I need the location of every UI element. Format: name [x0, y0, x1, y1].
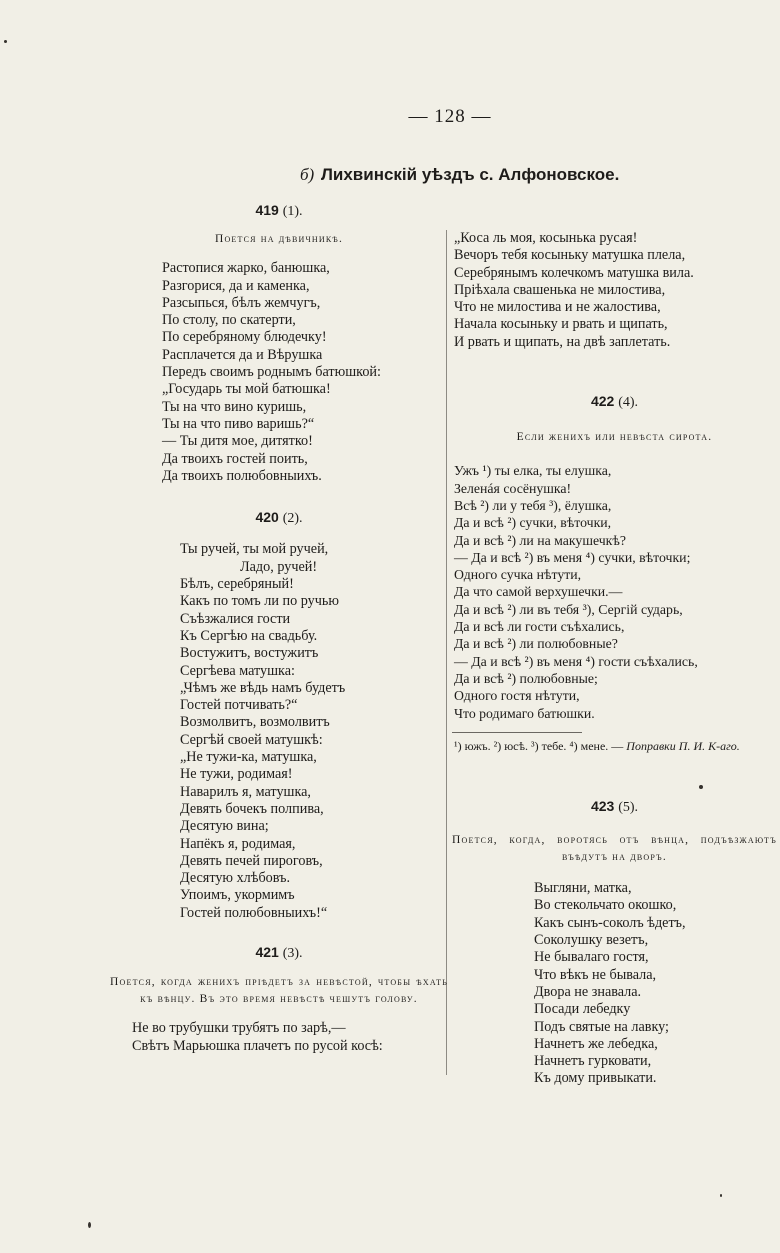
- verse-line: Вечоръ тебя косыньку матушка плела,: [454, 247, 686, 264]
- song-423-verse: [452, 880, 777, 1088]
- verse-line: Съѣзжалися гости: [180, 610, 291, 627]
- verse-line: — Да и всѣ ²) въ меня ⁴) сучки, вѣточки;: [454, 549, 691, 565]
- verse-line: Десятую хлѣбовъ.: [180, 870, 290, 887]
- verse-line: Что родимаго батюшки.: [454, 705, 595, 721]
- song-421-verse-left: [110, 1020, 448, 1055]
- verse-line: Посади лебедку: [534, 1001, 631, 1018]
- verse-line: Да и всѣ ²) ли на макушечкѣ?: [454, 532, 626, 548]
- song-number-paren: (5).: [618, 799, 639, 815]
- song-420-number: [110, 509, 448, 527]
- song-420-verse: [110, 541, 448, 922]
- song-number-value: 423: [590, 797, 615, 814]
- verse-line: И рвать и щипать, на двѣ заплетать.: [454, 333, 671, 350]
- verse-line: Разсыпься, бѣлъ жемчугъ,: [162, 294, 321, 311]
- verse-line: Начнетъ гурковати,: [534, 1053, 652, 1070]
- verse-line: Гостей полюбовныихъ!“: [180, 904, 328, 921]
- verse-line: Соколушку везетъ,: [534, 932, 649, 949]
- verse-line: Ты ручей, ты мой ручей,: [180, 541, 329, 558]
- song-number-value: 419: [255, 202, 279, 218]
- verse-line: Къ дому привыкати.: [534, 1070, 657, 1087]
- verse-line: „Коса ль моя, косынька русая!: [454, 230, 638, 246]
- verse-line: Возмолвитъ, возмолвитъ: [180, 714, 330, 731]
- verse-line: Что не милостива и не жалостива,: [454, 299, 661, 316]
- song-423-occasion: Поется, когда, воротясь отъ вѣнца, подъѣзжаютъ въѣдутъ на дворъ.: [452, 834, 777, 864]
- left-column: [110, 202, 448, 1055]
- verse-line: Гостей потчивать?“: [180, 697, 298, 714]
- page-number: — 128 —: [408, 106, 492, 127]
- song-number-paren: (3).: [282, 945, 303, 961]
- song-419-verse: [110, 260, 448, 485]
- verse-line: Упоимъ, укормимъ: [180, 887, 295, 904]
- verse-line: Не тужи, родимая!: [180, 766, 293, 783]
- verse-line: Передъ своимъ роднымъ батюшкой:: [162, 364, 381, 381]
- song-number-paren: (4).: [618, 395, 639, 411]
- verse-line: Зеленáя сосёнушка!: [454, 480, 572, 496]
- verse-line: Бѣлъ, серебряный!: [180, 576, 294, 593]
- verse-line: Разгорися, да и каменка,: [162, 277, 310, 294]
- verse-line: Одного гостя нѣтути,: [454, 688, 580, 704]
- verse-line: Пріѣхала свашенька не милостива,: [454, 281, 666, 298]
- song-422-occasion: Если женихъ или невѣста сирота.: [516, 431, 713, 444]
- song-419-occasion: Поется на дѣвичникѣ.: [214, 233, 344, 246]
- verse-line: Какъ по томъ ли по ручью: [180, 593, 339, 610]
- verse-line: Ты на что вино куришь,: [162, 398, 307, 415]
- verse-line: Да и всѣ ²) ли полюбовные?: [454, 636, 618, 652]
- song-422-number: [452, 393, 777, 411]
- footnote-attribution: Поправки П. И. К-аго.: [626, 738, 740, 753]
- verse-line: — Ты дитя мое, дитятко!: [162, 433, 313, 450]
- verse-line: Одного сучка нѣтути,: [454, 567, 582, 583]
- ink-speck: [699, 785, 703, 789]
- verse-line: Востужитъ, востужитъ: [180, 645, 319, 662]
- song-number-paren: (1).: [282, 204, 303, 219]
- song-number-paren: (2).: [282, 511, 303, 527]
- verse-line: Да и всѣ ²) полюбовные;: [454, 670, 598, 686]
- verse-line: Растопися жарко, банюшка,: [162, 260, 330, 277]
- verse-line: Какъ сынъ-соколъ ѣдетъ,: [534, 914, 686, 931]
- verse-line: — Да и всѣ ²) въ меня ⁴) гости съѣхались,: [454, 653, 698, 669]
- verse-line: Двора не знавала.: [534, 983, 642, 1000]
- verse-line: Расплачется да и Вѣрушка: [162, 346, 323, 363]
- verse-line: Да твоихъ полюбовныихъ.: [162, 467, 322, 484]
- verse-line: „Не тужи-ка, матушка,: [180, 749, 317, 766]
- verse-line: Девять бочекъ полпива,: [180, 800, 324, 817]
- verse-line: Начала косыньку и рвать и щипать,: [454, 316, 668, 333]
- ink-speck: [88, 1222, 91, 1228]
- verse-line: Сергѣева матушка:: [180, 662, 295, 679]
- section-title: Лихвинскій уѣздъ с. Алфоновское.: [320, 165, 620, 184]
- verse-line: Сергѣй своей матушкѣ:: [180, 731, 323, 748]
- right-column: [452, 230, 777, 1088]
- verse-line: Ладо, ручей!: [240, 558, 318, 575]
- section-prefix: б): [300, 165, 315, 184]
- verse-line: Всѣ ²) ли у тебя ³), ёлушка,: [454, 497, 612, 513]
- ink-speck: [720, 1194, 722, 1197]
- verse-line: „Чѣмъ же вѣдь намъ будетъ: [180, 679, 346, 696]
- verse-line: „Государь ты мой батюшка!: [162, 381, 331, 398]
- song-number-value: 422: [590, 393, 615, 410]
- verse-line: Не бывалаго гостя,: [534, 949, 649, 966]
- verse-line: Наварилъ я, матушка,: [180, 783, 311, 800]
- verse-line: Свѣтъ Марьюшка плачетъ по русой косѣ:: [132, 1037, 383, 1054]
- verse-line: По столу, по скатерти,: [162, 312, 296, 329]
- song-423-number: [452, 798, 777, 816]
- verse-line: Девять печей пироговъ,: [180, 852, 323, 869]
- song-422-footnotes: [452, 739, 777, 754]
- footnote-rule: [452, 732, 582, 733]
- section-heading: [300, 165, 630, 185]
- verse-line: Да что самой верхушечки.—: [454, 584, 623, 600]
- song-422-verse: [452, 462, 777, 721]
- verse-line: Серебрянымъ колечкомъ матушка вила.: [454, 264, 694, 281]
- footnote-text: ¹) южъ. ²) юсѣ. ³) тебе. ⁴) мене. —: [454, 738, 624, 753]
- verse-line: Да и всѣ ²) сучки, вѣточки,: [454, 515, 612, 531]
- verse-line: Выгляни, матка,: [534, 880, 632, 897]
- song-421-occasion: Поется, когда женихъ пріѣдетъ за невѣстой, чтобы ѣхать къ вѣнцу. Въ это время невѣстѣ чешутъ голову.: [110, 976, 448, 1006]
- verse-line: По серебряному блюдечку!: [162, 329, 327, 346]
- verse-line: Подъ святые на лавку;: [534, 1018, 669, 1035]
- verse-line: Напёкъ я, родимая,: [180, 835, 296, 852]
- verse-line: Начнетъ же лебедка,: [534, 1035, 658, 1052]
- verse-line: Ужъ ¹) ты елка, ты елушка,: [454, 463, 612, 479]
- song-419-number: [110, 202, 448, 220]
- verse-line: Да и всѣ ²) ли въ тебя ³), Сергій сударь,: [454, 601, 683, 617]
- ink-speck: [4, 40, 7, 43]
- verse-line: Во стекольчато окошко,: [534, 897, 677, 914]
- verse-line: Не во трубушки трубятъ по зарѣ,—: [132, 1020, 346, 1037]
- song-421-verse-right: [452, 230, 777, 351]
- verse-line: Ты на что пиво варишь?“: [162, 415, 315, 432]
- song-number-value: 421: [255, 943, 279, 960]
- verse-line: Десятую вина;: [180, 818, 269, 835]
- verse-line: Что вѣкъ не бывала,: [534, 966, 657, 983]
- verse-line: Да и всѣ ли гости съѣхались,: [454, 619, 625, 635]
- verse-line: Да твоихъ гостей поить,: [162, 450, 308, 467]
- song-number-value: 420: [255, 509, 279, 526]
- verse-line: Къ Сергѣю на свадьбу.: [180, 627, 318, 644]
- song-421-number: [110, 944, 448, 962]
